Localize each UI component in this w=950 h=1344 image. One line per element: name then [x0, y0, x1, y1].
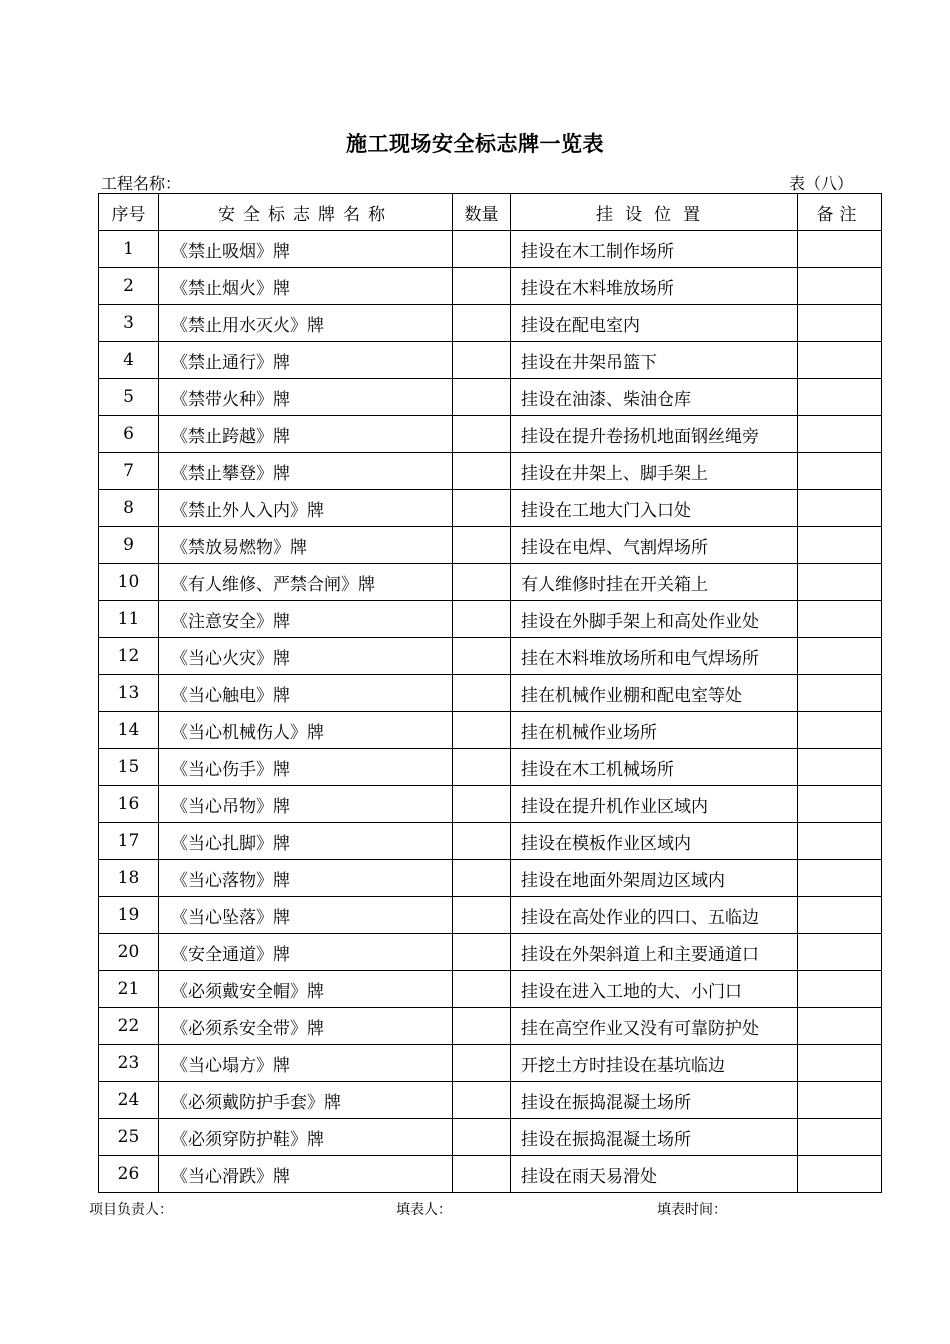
- table-row: [99, 342, 882, 379]
- table-row: [99, 231, 882, 268]
- table-row: [99, 1082, 882, 1119]
- table-row: [99, 1156, 882, 1193]
- cell-location: 挂设在油漆、柴油仓库: [511, 379, 798, 416]
- table-header-row: [99, 194, 882, 231]
- cell-remark: [798, 823, 882, 860]
- table-row: [99, 564, 882, 601]
- cell-no: 1: [99, 231, 159, 268]
- cell-remark: [798, 490, 882, 527]
- header-quantity: 数量: [453, 194, 511, 231]
- cell-location: 挂设在振捣混凝土场所: [511, 1082, 798, 1119]
- cell-remark: [798, 749, 882, 786]
- cell-location: 挂设在木料堆放场所: [511, 268, 798, 305]
- cell-no: 10: [99, 564, 159, 601]
- cell-no: 26: [99, 1156, 159, 1193]
- cell-no: 13: [99, 675, 159, 712]
- table-row: [99, 786, 882, 823]
- cell-location: 挂设在模板作业区域内: [511, 823, 798, 860]
- cell-location: 挂设在进入工地的大、小门口: [511, 971, 798, 1008]
- cell-quantity: [453, 712, 511, 749]
- cell-quantity: [453, 305, 511, 342]
- cell-no: 3: [99, 305, 159, 342]
- project-manager-label: 项目负责人：: [89, 1202, 173, 1218]
- cell-remark: [798, 1119, 882, 1156]
- cell-quantity: [453, 268, 511, 305]
- cell-no: 14: [99, 712, 159, 749]
- cell-remark: [798, 416, 882, 453]
- cell-sign-name: 《必须戴安全帽》牌: [159, 971, 453, 1008]
- table-row: [99, 638, 882, 675]
- cell-no: 5: [99, 379, 159, 416]
- cell-no: 16: [99, 786, 159, 823]
- cell-remark: [798, 601, 882, 638]
- table-reference: 表（八）: [788, 174, 853, 193]
- table-row: [99, 268, 882, 305]
- table-row: [99, 749, 882, 786]
- cell-no: 19: [99, 897, 159, 934]
- cell-sign-name: 《必须穿防护鞋》牌: [159, 1119, 453, 1156]
- header-sign-name: 安全标志牌名称: [159, 194, 453, 231]
- cell-location: 挂设在木工制作场所: [511, 231, 798, 268]
- cell-quantity: [453, 1156, 511, 1193]
- cell-sign-name: 《当心机械伤人》牌: [159, 712, 453, 749]
- cell-no: 8: [99, 490, 159, 527]
- cell-sign-name: 《禁带火种》牌: [159, 379, 453, 416]
- cell-no: 21: [99, 971, 159, 1008]
- cell-sign-name: 《禁止用水灭火》牌: [159, 305, 453, 342]
- cell-remark: [798, 379, 882, 416]
- cell-sign-name: 《当心火灾》牌: [159, 638, 453, 675]
- cell-location: 挂设在外架斜道上和主要通道口: [511, 934, 798, 971]
- cell-remark: [798, 675, 882, 712]
- cell-remark: [798, 342, 882, 379]
- table-row: [99, 860, 882, 897]
- cell-sign-name: 《注意安全》牌: [159, 601, 453, 638]
- cell-location: 挂设在电焊、气割焊场所: [511, 527, 798, 564]
- cell-no: 6: [99, 416, 159, 453]
- table-row: [99, 379, 882, 416]
- cell-quantity: [453, 490, 511, 527]
- cell-sign-name: 《禁止跨越》牌: [159, 416, 453, 453]
- cell-sign-name: 《禁止外人入内》牌: [159, 490, 453, 527]
- cell-location: 开挖土方时挂设在基坑临边: [511, 1045, 798, 1082]
- cell-remark: [798, 268, 882, 305]
- document-title: 施工现场安全标志牌一览表: [346, 131, 604, 156]
- cell-sign-name: 《有人维修、严禁合闸》牌: [159, 564, 453, 601]
- cell-no: 23: [99, 1045, 159, 1082]
- cell-remark: [798, 305, 882, 342]
- cell-no: 22: [99, 1008, 159, 1045]
- safety-signs-table: [98, 193, 882, 1193]
- cell-sign-name: 《当心坠落》牌: [159, 897, 453, 934]
- cell-quantity: [453, 934, 511, 971]
- cell-sign-name: 《禁止攀登》牌: [159, 453, 453, 490]
- table-row: [99, 897, 882, 934]
- cell-quantity: [453, 638, 511, 675]
- cell-remark: [798, 860, 882, 897]
- cell-quantity: [453, 231, 511, 268]
- cell-no: 4: [99, 342, 159, 379]
- cell-sign-name: 《当心滑跌》牌: [159, 1156, 453, 1193]
- table-row: [99, 601, 882, 638]
- header-location: 挂设位置: [511, 194, 798, 231]
- form-filler-label: 填表人：: [396, 1202, 452, 1218]
- cell-remark: [798, 786, 882, 823]
- cell-location: 挂设在振捣混凝土场所: [511, 1119, 798, 1156]
- cell-sign-name: 《当心塌方》牌: [159, 1045, 453, 1082]
- table-row: [99, 305, 882, 342]
- cell-quantity: [453, 1008, 511, 1045]
- cell-sign-name: 《禁止通行》牌: [159, 342, 453, 379]
- cell-quantity: [453, 527, 511, 564]
- cell-remark: [798, 934, 882, 971]
- cell-location: 挂设在井架上、脚手架上: [511, 453, 798, 490]
- cell-location: 挂设在工地大门入口处: [511, 490, 798, 527]
- cell-remark: [798, 971, 882, 1008]
- table-row: [99, 453, 882, 490]
- cell-sign-name: 《禁止烟火》牌: [159, 268, 453, 305]
- cell-quantity: [453, 971, 511, 1008]
- table-row: [99, 675, 882, 712]
- fill-date-label: 填表时间：: [657, 1202, 727, 1218]
- cell-remark: [798, 453, 882, 490]
- project-name-label: 工程名称：: [101, 174, 182, 193]
- cell-quantity: [453, 564, 511, 601]
- cell-quantity: [453, 601, 511, 638]
- cell-quantity: [453, 1119, 511, 1156]
- cell-location: 挂设在井架吊篮下: [511, 342, 798, 379]
- cell-sign-name: 《当心触电》牌: [159, 675, 453, 712]
- cell-no: 2: [99, 268, 159, 305]
- cell-no: 11: [99, 601, 159, 638]
- cell-location: 挂设在外脚手架上和高处作业处: [511, 601, 798, 638]
- cell-quantity: [453, 416, 511, 453]
- cell-sign-name: 《必须系安全带》牌: [159, 1008, 453, 1045]
- cell-remark: [798, 1008, 882, 1045]
- cell-remark: [798, 897, 882, 934]
- table-row: [99, 712, 882, 749]
- cell-sign-name: 《当心伤手》牌: [159, 749, 453, 786]
- header-remark: 备注: [798, 194, 882, 231]
- table-row: [99, 1045, 882, 1082]
- table-row: [99, 823, 882, 860]
- table-row: [99, 416, 882, 453]
- cell-remark: [798, 527, 882, 564]
- cell-no: 17: [99, 823, 159, 860]
- cell-quantity: [453, 749, 511, 786]
- cell-location: 挂设在雨天易滑处: [511, 1156, 798, 1193]
- cell-quantity: [453, 786, 511, 823]
- cell-location: 挂在机械作业棚和配电室等处: [511, 675, 798, 712]
- cell-quantity: [453, 379, 511, 416]
- cell-location: 有人维修时挂在开关箱上: [511, 564, 798, 601]
- cell-sign-name: 《必须戴防护手套》牌: [159, 1082, 453, 1119]
- table-row: [99, 934, 882, 971]
- cell-location: 挂设在高处作业的四口、五临边: [511, 897, 798, 934]
- cell-quantity: [453, 1082, 511, 1119]
- cell-location: 挂在高空作业又没有可靠防护处: [511, 1008, 798, 1045]
- cell-no: 9: [99, 527, 159, 564]
- header-no: 序号: [99, 194, 159, 231]
- cell-sign-name: 《当心扎脚》牌: [159, 823, 453, 860]
- cell-location: 挂在木料堆放场所和电气焊场所: [511, 638, 798, 675]
- table-row: [99, 1119, 882, 1156]
- cell-sign-name: 《安全通道》牌: [159, 934, 453, 971]
- cell-no: 7: [99, 453, 159, 490]
- table-row: [99, 490, 882, 527]
- cell-remark: [798, 231, 882, 268]
- cell-sign-name: 《禁放易燃物》牌: [159, 527, 453, 564]
- table-row: [99, 1008, 882, 1045]
- cell-remark: [798, 712, 882, 749]
- cell-quantity: [453, 1045, 511, 1082]
- cell-location: 挂设在提升卷扬机地面钢丝绳旁: [511, 416, 798, 453]
- cell-quantity: [453, 675, 511, 712]
- cell-no: 20: [99, 934, 159, 971]
- cell-remark: [798, 1156, 882, 1193]
- cell-sign-name: 《当心落物》牌: [159, 860, 453, 897]
- cell-remark: [798, 1045, 882, 1082]
- cell-location: 挂在机械作业场所: [511, 712, 798, 749]
- cell-location: 挂设在配电室内: [511, 305, 798, 342]
- table-row: [99, 527, 882, 564]
- cell-remark: [798, 638, 882, 675]
- cell-sign-name: 《当心吊物》牌: [159, 786, 453, 823]
- cell-no: 18: [99, 860, 159, 897]
- table-row: [99, 971, 882, 1008]
- cell-location: 挂设在木工机械场所: [511, 749, 798, 786]
- cell-no: 15: [99, 749, 159, 786]
- cell-quantity: [453, 860, 511, 897]
- cell-quantity: [453, 342, 511, 379]
- cell-no: 12: [99, 638, 159, 675]
- cell-no: 25: [99, 1119, 159, 1156]
- cell-quantity: [453, 823, 511, 860]
- cell-sign-name: 《禁止吸烟》牌: [159, 231, 453, 268]
- cell-remark: [798, 1082, 882, 1119]
- cell-no: 24: [99, 1082, 159, 1119]
- cell-quantity: [453, 897, 511, 934]
- cell-remark: [798, 564, 882, 601]
- cell-location: 挂设在提升机作业区域内: [511, 786, 798, 823]
- cell-quantity: [453, 453, 511, 490]
- cell-location: 挂设在地面外架周边区域内: [511, 860, 798, 897]
